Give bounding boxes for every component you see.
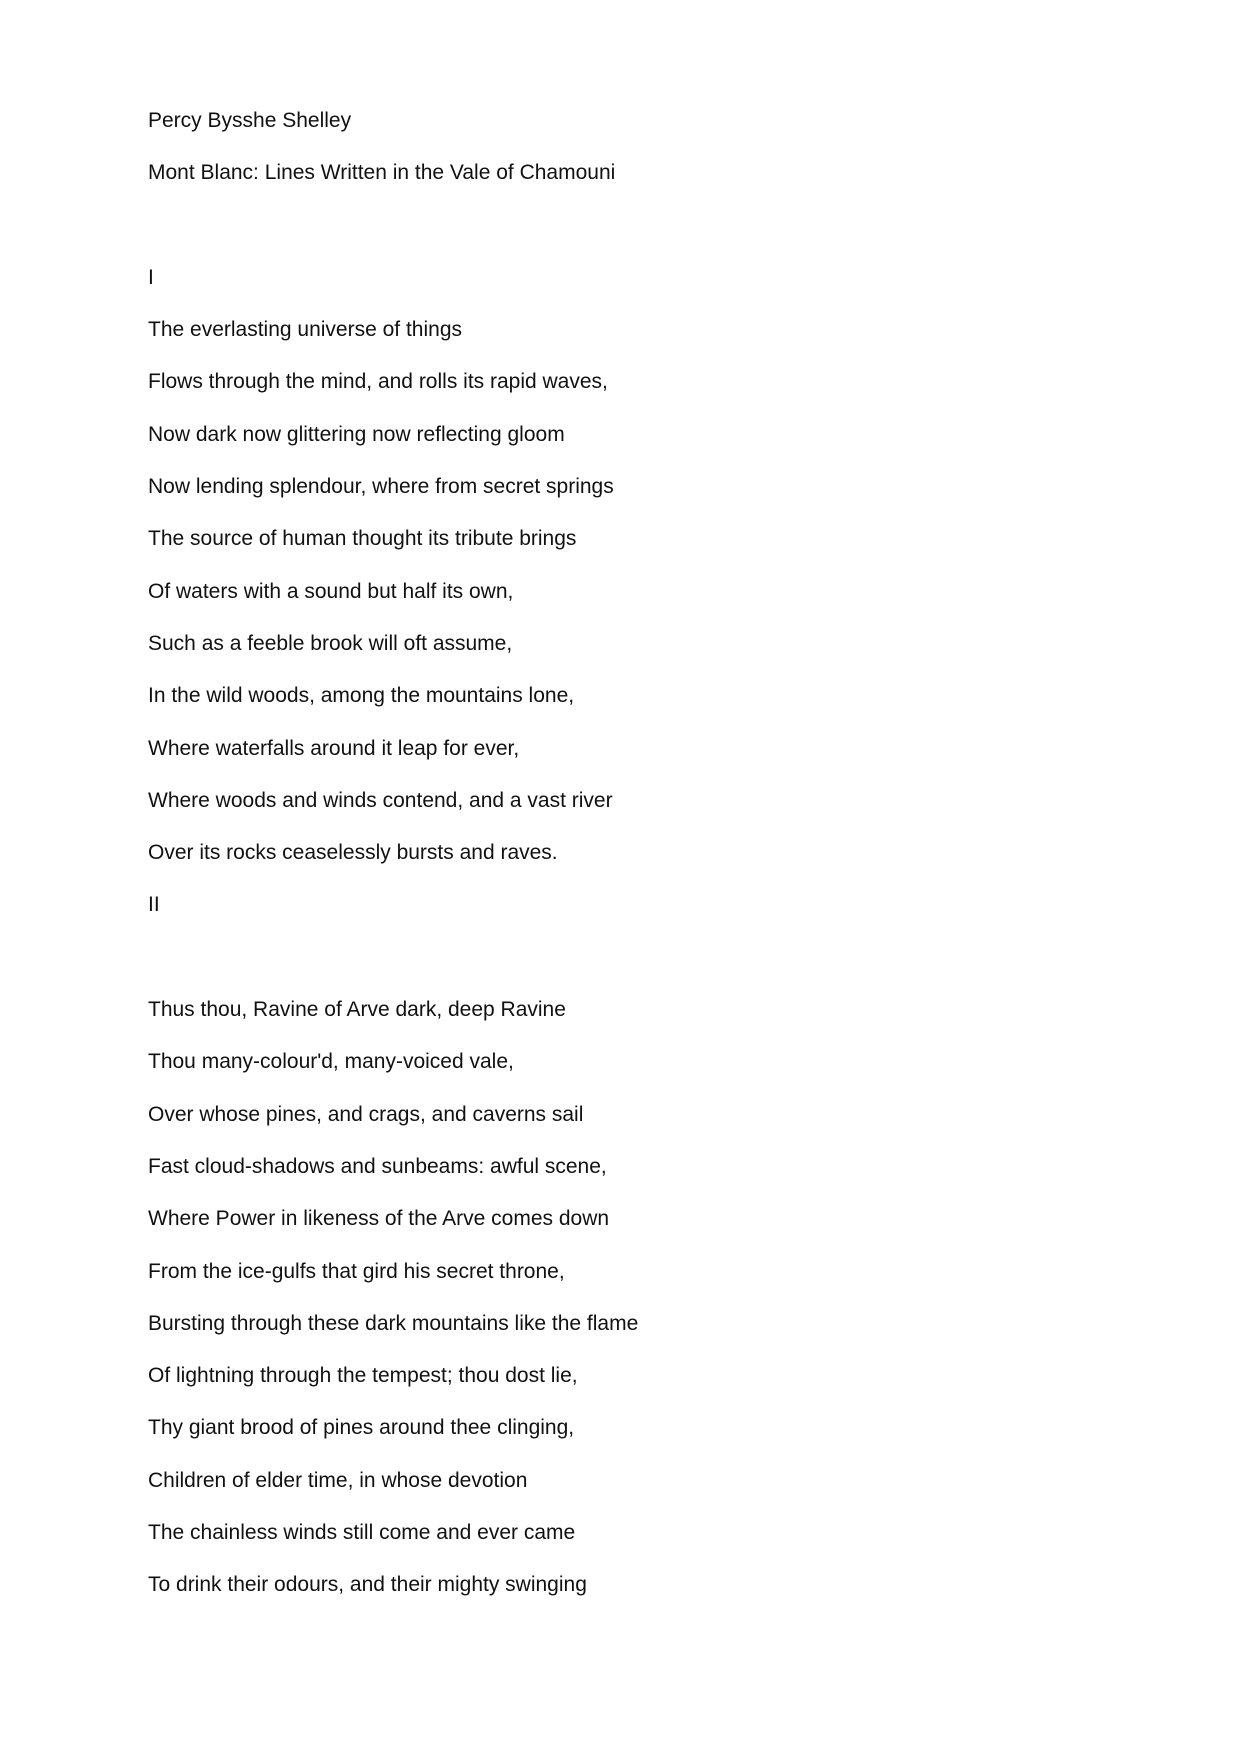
poem-line: Of lightning through the tempest; thou dost lie, [148, 1364, 578, 1388]
poem-line: Bursting through these dark mountains like the flame [148, 1311, 639, 1335]
poem-line: Over whose pines, and crags, and caverns sail [148, 1102, 584, 1126]
poem-line: Thy giant brood of pines around thee clinging, [148, 1416, 575, 1440]
poem-line: Where waterfalls around it leap for ever, [148, 736, 520, 760]
poem-line: Where Power in likeness of the Arve comes down [148, 1207, 610, 1231]
poem-line: Thou many-colour'd, many-voiced vale, [148, 1050, 514, 1074]
section-numeral-2: II [148, 893, 160, 917]
poem-line: Flows through the mind, and rolls its rapid waves, [148, 370, 608, 394]
poem-line: The source of human thought its tribute brings [148, 527, 577, 551]
poem-line: Now lending splendour, where from secret springs [148, 475, 614, 499]
poem-line: In the wild woods, among the mountains lone, [148, 684, 575, 708]
poem-line: The everlasting universe of things [148, 318, 463, 342]
poem-line: Over its rocks ceaselessly bursts and raves. [148, 841, 558, 865]
poem-line: Thus thou, Ravine of Arve dark, deep Ravine [148, 998, 566, 1022]
section-numeral-1: I [148, 265, 154, 289]
poem-text [148, 108, 1128, 1625]
blank-line [148, 945, 1128, 970]
poem-line: The chainless winds still come and ever came [148, 1521, 576, 1545]
poem-line: Where woods and winds contend, and a vast river [148, 788, 613, 812]
poem-line: To drink their odours, and their mighty swinging [148, 1573, 587, 1597]
author-name: Percy Bysshe Shelley [148, 109, 352, 132]
poem-line: Now dark now glittering now reflecting gloom [148, 422, 565, 446]
poem-line: Such as a feeble brook will oft assume, [148, 631, 513, 655]
poem-line: From the ice-gulfs that gird his secret throne, [148, 1259, 565, 1283]
poem-line: Of waters with a sound but half its own, [148, 579, 514, 603]
poem-title: Mont Blanc: Lines Written in the Vale of Chamouni [148, 161, 616, 185]
poem-line: Fast cloud-shadows and sunbeams: awful scene, [148, 1154, 607, 1178]
poem-line: Children of elder time, in whose devotion [148, 1468, 528, 1492]
blank-line [148, 213, 1128, 238]
